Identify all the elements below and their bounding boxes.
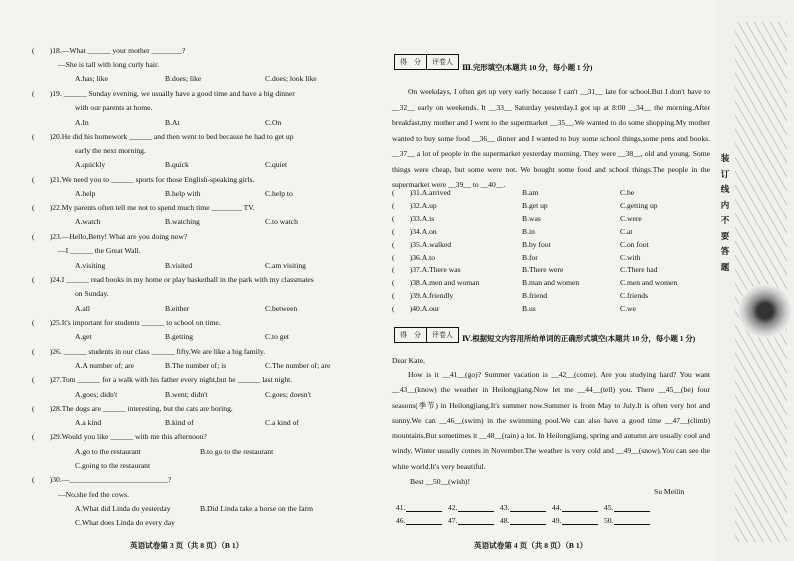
q19-option-a: A.In [75,118,89,127]
q20-option-c: C.quiet [265,160,288,169]
answer-line[interactable] [406,504,442,512]
q27-option-a: A.goes; didn't [75,390,118,399]
cloze-38-option-b: B.man and women [522,278,580,288]
question-24-cont: on Sunday. [75,289,109,298]
cloze-35-option-a: ( )35.A.walked [392,239,452,249]
q30-option-a: A.What did Linda do yesterday [75,504,171,513]
q27-option-c: C.goes; doesn't [265,390,312,399]
question-27: ( )27.Tom ______ for a walk with his father every night,but he ______ last night. [32,375,293,384]
section-3-title: Ⅲ.完形填空(本题共 10 分，每小题 1 分) [462,63,593,72]
q18-option-c: C.does; look like [265,74,317,83]
cloze-31-option-a: ( )31.A.arrived [392,188,451,197]
question-23: ( )23.—Hello,Betty! What are you doing now? [32,232,188,241]
q22-option-b: B.watching [165,217,200,226]
cloze-39-option-b: B.friend [522,291,548,301]
q24-option-c: C.between [265,304,298,313]
answer-number: 48. [500,516,510,525]
answer-blank[interactable] [552,503,598,512]
cloze-34-option-c: C.at [620,226,633,236]
question-30-answer: —No,she fed the cows. [58,490,130,499]
q19-option-b: B.At [165,118,180,127]
answer-line[interactable] [562,504,598,512]
q20-option-a: A.quickly [75,160,106,169]
answer-number: 42. [448,503,458,512]
answer-blank[interactable] [396,516,442,525]
cloze-32-option-c: C.getting up [620,200,658,210]
q27-option-b: B.went; didn't [165,390,208,399]
answer-line[interactable] [510,504,546,512]
question-20-cont: early the next morning. [75,146,146,155]
answer-number: 46. [396,516,406,525]
answer-blank[interactable] [604,503,650,512]
question-29: ( )29.Would you like ______ with me this afternoon? [32,432,207,441]
score-label: 得 分 [395,328,427,342]
cloze-39-option-c: C.friends [620,291,649,301]
answer-blank[interactable] [396,503,442,512]
q26-option-c: C.The number of; are [265,361,331,370]
answer-blank[interactable] [604,516,650,525]
answer-line[interactable] [614,517,650,525]
grader-label: 评卷人 [432,331,453,339]
q30-option-c: C.What does Linda do every day [75,518,175,527]
score-label: 得 分 [395,55,427,69]
question-19: ( )19. ______ Sunday evening, we usually have a good time and have a big dinner [32,89,295,98]
question-20: ( )20.He did his homework ______ and then went to bed because he had to get up [32,132,294,141]
q20-option-b: B.quick [165,160,189,169]
cloze-36-option-a: ( )36.A.to [392,252,436,262]
cloze-34-option-b: B.in [522,226,535,236]
cloze-32-option-a: ( )32.A.up [392,200,437,210]
q21-option-b: B.help with [165,189,201,198]
cloze-40-option-b: B.us [522,304,536,314]
section-4-title: Ⅳ.根据短文内容用所给单词的正确形式填空(本题共 10 分，每小题 1 分) [462,334,696,343]
question-22: ( )22.My parents often tell me not to spend much time ________ TV. [32,203,255,212]
answer-line[interactable] [458,517,494,525]
q25-option-b: B.getting [165,332,194,341]
answer-number: 47. [448,516,458,525]
q28-option-c: C.a kind of [265,418,299,427]
qr-code-icon [738,284,792,338]
q23-option-a: A.visiting [75,261,106,270]
cloze-33-option-a: ( )33.A.is [392,213,435,223]
q29-option-b: B.to go to the restaurant [200,447,274,456]
answer-line[interactable] [510,517,546,525]
answer-blank[interactable] [500,516,546,525]
cloze-38-option-a: ( )38.A.men and woman [392,278,480,288]
answer-number: 50. [604,516,614,525]
q19-option-c: C.On [265,118,282,127]
cloze-36-option-c: C.with [620,252,641,262]
binding-hatch [735,22,787,542]
cloze-34-option-a: ( )34.A.on [392,226,437,236]
score-box-2 [394,327,459,343]
q23-option-c: C.am visiting [265,261,306,270]
right-page [384,0,714,561]
left-page [0,0,382,561]
q24-option-a: A.all [75,304,90,313]
score-box [394,54,459,70]
cloze-39-option-a: ( )39.A.friendly [392,291,454,301]
question-23-answer: —I ______ the Great Wall. [58,246,141,255]
page-footer: 英语试卷第 3 页（共 8 页）（B 1） [130,541,244,550]
answer-blank[interactable] [448,516,494,525]
question-21: ( )21.We need you to ______ sports for those English-speaking girls. [32,175,255,184]
question-26: ( )26. ______ students in our class ______ fifty.We are like a big family. [32,347,266,356]
answer-blank[interactable] [552,516,598,525]
cloze-35-option-b: B.by foot [522,239,551,249]
answer-line[interactable] [406,517,442,525]
q30-option-b: B.Did Linda take a horse on the farm [200,504,314,513]
q28-option-a: A.a kind [75,418,102,427]
grader-label: 评卷人 [432,58,453,66]
cloze-35-option-c: C.on foot [620,239,649,249]
q21-option-a: A.help [75,189,96,198]
q26-option-a: A.A number of; are [75,361,135,370]
letter-signature: Su Meilin [654,487,685,496]
question-18-answer: —She is tall with long curly hair. [58,60,160,69]
q28-option-b: B.kind of [165,418,194,427]
q22-option-c: C.to watch [265,217,298,226]
question-25: ( )25.It's important for students ______ to school on time. [32,318,221,327]
question-18: ( )18.—What ______ your mother ________? [32,46,186,55]
cloze-33-option-b: B.was [522,213,541,223]
cloze-40-option-c: C.we [620,304,636,314]
cloze-37-option-a: ( )37.A.There was [392,265,461,275]
cloze-31-option-b: B.am [522,188,539,197]
letter-closing: Best __50__(wish)! [410,477,471,486]
q18-option-a: A.has; like [75,74,108,83]
cloze-passage: On weekdays, I often get up very early because I can't __31__ late for school.But I don't have to __32__ early on weekends. It __33__ Saturday yesterday.I got up at 8:00 __34__ the morning.After breakfast,my mother and I went to the supermarket __35__.We wanted to do some shopping.My mother wanted to buy some food __36__ dinner and I wanted to buy some school things,some pens and books. __37__ a lot of people in the supermarket yesterday morning. They were __38__, old and young. Some things were cheap, but some were not. We bought some food and school things.The people in the supermarket were __39__ to __40__. [392,87,710,189]
q29-option-a: A.go to the restaurant [75,447,141,456]
answer-number: 43. [500,503,510,512]
answer-blank[interactable] [500,503,546,512]
question-28: ( )28.The dogs are ______ interesting, but the cats are boring. [32,404,233,413]
question-30: ( )30.—__________________________? [32,475,172,484]
answer-line[interactable] [458,504,494,512]
q22-option-a: A.watch [75,217,101,226]
answer-number: 44. [552,503,562,512]
answer-line[interactable] [614,504,650,512]
letter-greeting: Dear Kate, [392,356,425,365]
q24-option-b: B.either [165,304,190,313]
letter-body: How is it __41__(go)? Summer vacation is __42__(come). Are you studying hard? You want __43__(know) the weather in Heilongjiang.Now let me __44__(tell) you. There __45__(be) four seasons(季节) in Heilongjiang.It's summer now.Summer is from May to July.It is often very hot and sunny.We can __46__(swim) in the swimming pool.We can also have a good time __47__(climb) mountains.But sometimes it __48__(rain) a lot. In Heilongjiang, spring and autumn are usually cool and windy. Winter usually comes in November.The weather is very cold and __49__(snow).You can see the white world.It's very beautiful. [392,370,710,471]
cloze-32-option-b: B.get up [522,200,548,210]
q25-option-a: A.get [75,332,92,341]
q21-option-c: C.help to [265,189,293,198]
answer-line[interactable] [562,517,598,525]
question-19-cont: with our parents at home. [75,103,153,112]
cloze-37-option-b: B.There were [522,265,564,275]
answer-blank[interactable] [448,503,494,512]
cloze-37-option-c: C.There had [620,265,658,275]
cloze-31-option-c: C.be [620,188,635,197]
cloze-33-option-c: C.were [620,213,642,223]
answer-number: 45. [604,503,614,512]
answer-number: 49. [552,516,562,525]
q23-option-b: B.visited [165,261,193,270]
answer-number: 41. [396,503,406,512]
q18-option-b: B.does; like [165,74,202,83]
cloze-40-option-a: ( )40.A.our [392,304,440,314]
question-24: ( )24.I ______ read books in my home or play basketball in the park with my classmates [32,275,314,284]
page-footer: 英语试卷第 4 页（共 8 页）（B 1） [474,541,588,550]
cloze-36-option-b: B.for [522,252,538,262]
cloze-38-option-c: C.men and women [620,278,678,288]
q26-option-b: B.The number of; is [165,361,227,370]
q29-option-c: C.going to the restaurant [75,461,151,470]
seal-line-text: 装订线内不要答题 [720,154,730,273]
q25-option-c: C.to get [265,332,290,341]
